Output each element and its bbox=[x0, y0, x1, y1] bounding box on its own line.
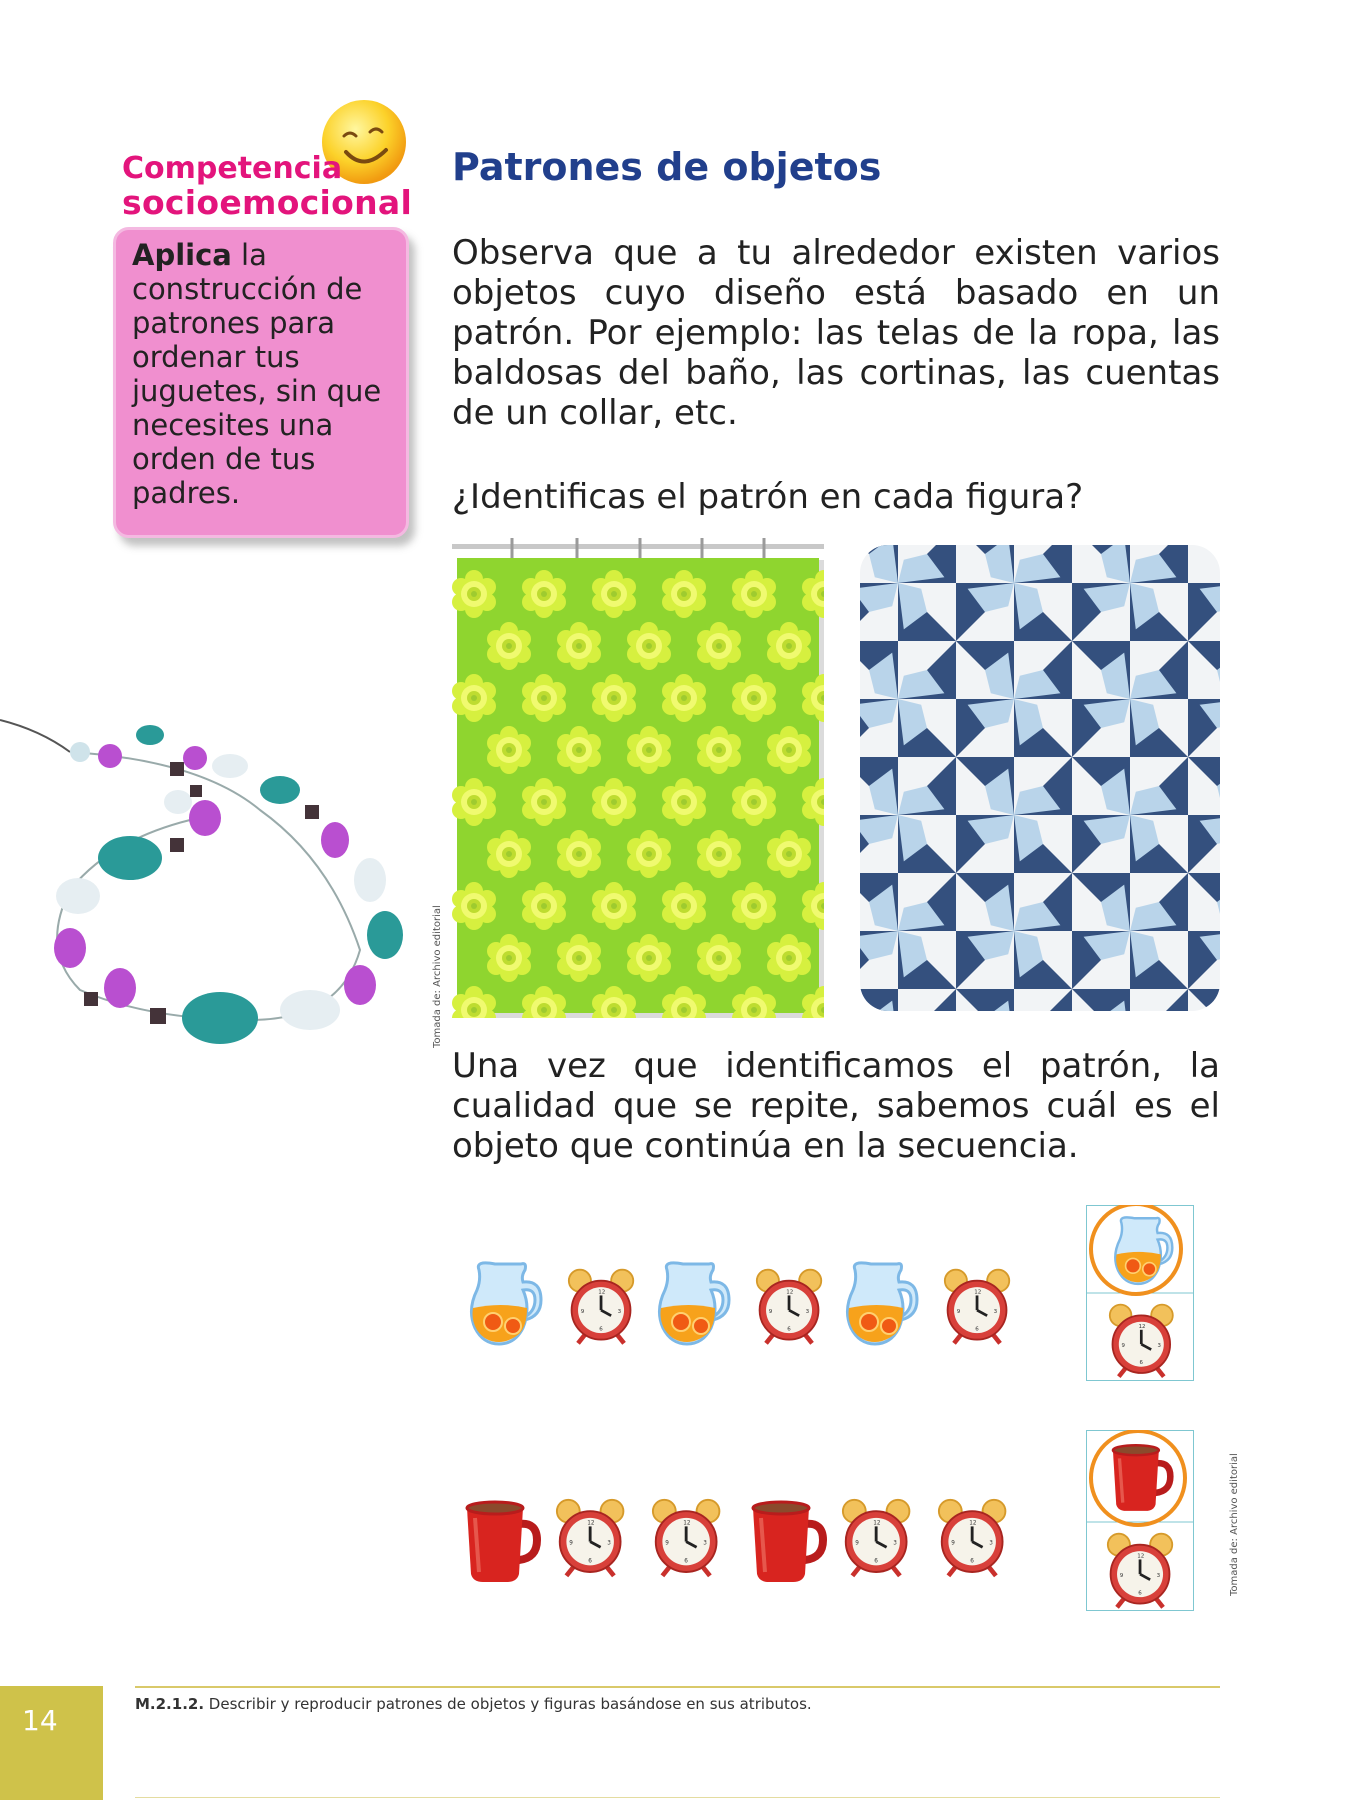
clock-icon bbox=[945, 1270, 1009, 1344]
answer-clock-icon[interactable] bbox=[1108, 1534, 1172, 1608]
footer-code: M.2.1.2. bbox=[135, 1695, 205, 1713]
necklace-beads bbox=[54, 725, 403, 1044]
bottom-rule bbox=[135, 1797, 1220, 1798]
clock-icon bbox=[569, 1270, 633, 1344]
footer-description: Describir y reproducir patrones de objetos y figuras basándose en sus atributos. bbox=[204, 1695, 812, 1713]
footer-standard bbox=[135, 1695, 812, 1713]
page-title: Patrones de objetos bbox=[452, 145, 882, 189]
photo-credit: Tomada de: Archivo editorial bbox=[432, 905, 443, 1048]
clock-icon bbox=[939, 1500, 1006, 1576]
tile-pattern-image bbox=[860, 545, 1220, 1011]
explanation-paragraph: Una vez que identificamos el patrón, la cualidad que se repite, sabemos cuál es el objeto que continúa en la secuencia. bbox=[452, 1046, 1220, 1166]
necklace-image bbox=[0, 690, 420, 1060]
curtain-image bbox=[452, 538, 824, 1018]
jug-icon bbox=[847, 1263, 917, 1344]
clock-icon bbox=[843, 1500, 910, 1576]
intro-paragraph: Observa que a tu alrededor existen varios objetos cuyo diseño está basado en un patrón. Por ejemplo: las telas de la ropa, las baldosas del baño, las cortinas, las cuentas de un collar, etc. bbox=[452, 233, 1220, 433]
jug-icon bbox=[659, 1263, 729, 1344]
mug-icon bbox=[467, 1502, 537, 1582]
competencia-line2: socioemocional bbox=[122, 183, 413, 222]
clock-icon bbox=[757, 1270, 821, 1344]
answer-jug-icon[interactable] bbox=[1115, 1217, 1172, 1284]
jug-icon bbox=[471, 1263, 541, 1344]
answer-mug-icon[interactable] bbox=[1113, 1445, 1170, 1511]
answer-options-1 bbox=[1086, 1205, 1194, 1381]
clock-icon bbox=[557, 1500, 624, 1576]
competencia-bold-word: Aplica bbox=[132, 238, 232, 272]
photo-credit: Tomada de: Archivo editorial bbox=[1229, 1453, 1240, 1596]
sequence-row-1 bbox=[455, 1252, 1035, 1352]
sequence-row-2 bbox=[455, 1490, 1035, 1590]
competencia-line1: Competencia bbox=[122, 151, 343, 186]
competencia-text bbox=[132, 238, 402, 510]
tile-light-diamond bbox=[1217, 1001, 1220, 1011]
answer-options-2 bbox=[1086, 1430, 1194, 1611]
footer-divider bbox=[135, 1686, 1220, 1688]
competencia-body: la construcción de patrones para ordenar tus juguetes, sin que necesites una orden de tus padres. bbox=[132, 238, 382, 510]
competencia-heading bbox=[122, 151, 422, 222]
question-text: ¿Identificas el patrón en cada figura? bbox=[452, 477, 1084, 517]
clock-icon bbox=[653, 1500, 720, 1576]
page-number: 14 bbox=[22, 1704, 58, 1737]
answer-clock-icon[interactable] bbox=[1110, 1305, 1173, 1377]
mug-icon bbox=[753, 1502, 823, 1582]
